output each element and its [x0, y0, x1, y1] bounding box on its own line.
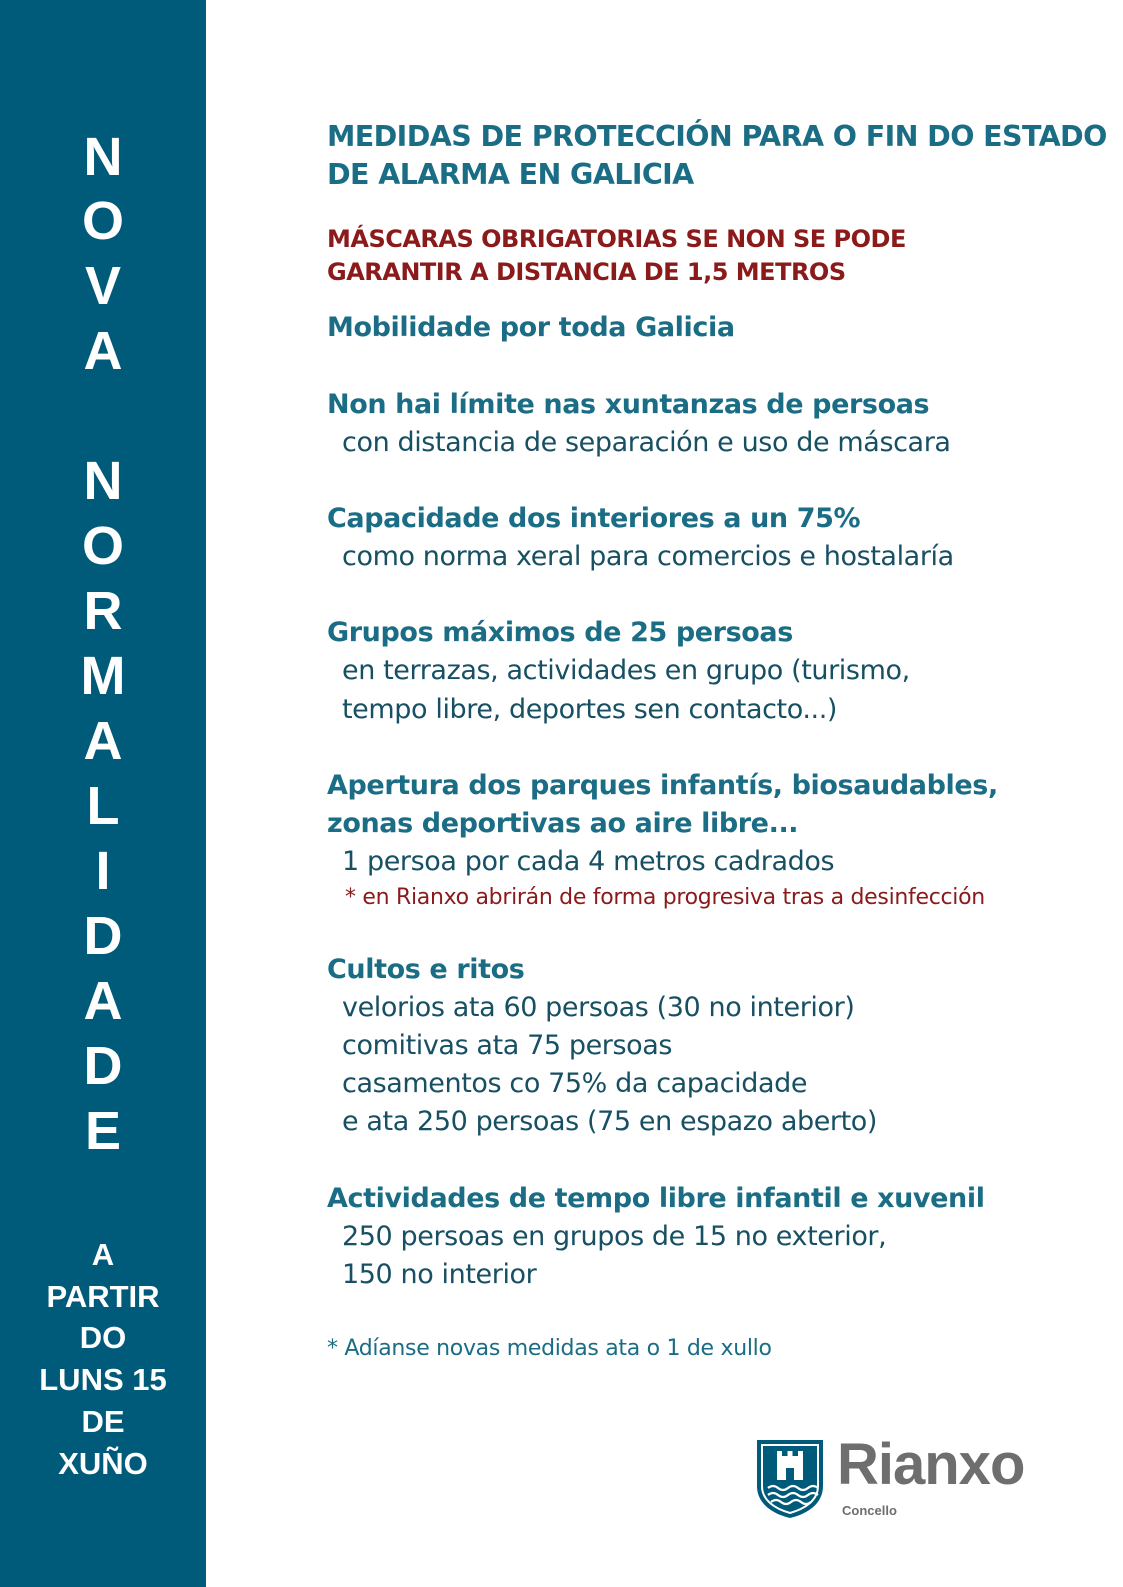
- section-heading: Grupos máximos de 25 persoas: [327, 617, 793, 648]
- section-detail: como norma xeral para comercios e hostalaría: [342, 541, 954, 572]
- vertical-title-letter: O: [81, 516, 124, 576]
- vertical-title-letter: R: [83, 581, 123, 641]
- section-detail: 250 persoas en grupos de 15 no exterior,: [342, 1221, 887, 1252]
- start-date-line: A: [91, 1237, 115, 1272]
- vertical-title-letter: N: [83, 451, 123, 511]
- rianxo-coat-of-arms-icon: [757, 1440, 823, 1518]
- start-date-line: DO: [79, 1320, 127, 1356]
- vertical-title-letter: E: [84, 1101, 122, 1161]
- section-detail: en terrazas, actividades en grupo (turismo,: [342, 655, 910, 686]
- section-heading: Actividades de tempo libre infantil e xuvenil: [327, 1183, 985, 1214]
- logo-subtitle: Concello: [842, 1503, 897, 1518]
- section-heading: Apertura dos parques infantís, biosaudables,: [327, 770, 998, 801]
- vertical-title-letter: M: [80, 646, 126, 706]
- section-detail: 150 no interior: [342, 1259, 537, 1290]
- vertical-title-letter: A: [83, 971, 123, 1031]
- section-detail: tempo libre, deportes sen contacto...): [342, 694, 838, 725]
- vertical-title-letter: D: [83, 906, 123, 966]
- section-detail: comitivas ata 75 persoas: [342, 1030, 673, 1061]
- section-heading: zonas deportivas ao aire libre...: [327, 808, 799, 839]
- start-date-line: PARTIR: [46, 1278, 160, 1314]
- start-date-line: DE: [81, 1403, 125, 1439]
- vertical-title-letter: A: [83, 321, 123, 381]
- section-detail: casamentos co 75% da capacidade: [342, 1068, 808, 1099]
- section-detail: con distancia de separación e uso de máscara: [342, 427, 951, 458]
- vertical-title-letter: N: [83, 127, 123, 187]
- vertical-title-letter: L: [86, 776, 120, 836]
- page-title: DE ALARMA EN GALICIA: [327, 158, 694, 191]
- page-title: MEDIDAS DE PROTECCIÓN PARA O FIN DO ESTADO: [327, 120, 1107, 153]
- vertical-title-letter: A: [83, 711, 123, 771]
- vertical-title-letter: D: [83, 1036, 123, 1096]
- section-detail: e ata 250 persoas (75 en espazo aberto): [342, 1106, 878, 1137]
- section-heading: Mobilidade por toda Galicia: [327, 312, 735, 343]
- section-heading: Capacidade dos interiores a un 75%: [327, 503, 861, 534]
- mask-alert: GARANTIR A DISTANCIA DE 1,5 METROS: [327, 258, 846, 286]
- vertical-title-letter: I: [95, 841, 111, 901]
- section-heading: Cultos e ritos: [327, 954, 525, 985]
- vertical-title-letter: V: [84, 256, 122, 316]
- rianxo-note: * en Rianxo abrirán de forma progresiva tras a desinfección: [345, 885, 985, 910]
- section-detail: velorios ata 60 persoas (30 no interior): [342, 992, 855, 1023]
- section-detail: 1 persoa por cada 4 metros cadrados: [342, 846, 835, 877]
- start-date-line: LUNS 15: [39, 1362, 167, 1398]
- mask-alert: MÁSCARAS OBRIGATORIAS SE NON SE PODE: [327, 225, 906, 253]
- logo-name: Rianxo: [837, 1432, 1025, 1497]
- section-heading: Non hai límite nas xuntanzas de persoas: [327, 389, 930, 420]
- vertical-title-letter: O: [81, 191, 124, 251]
- start-date-line: XUÑO: [58, 1445, 148, 1481]
- footnote: * Adíanse novas medidas ata o 1 de xullo: [327, 1336, 772, 1361]
